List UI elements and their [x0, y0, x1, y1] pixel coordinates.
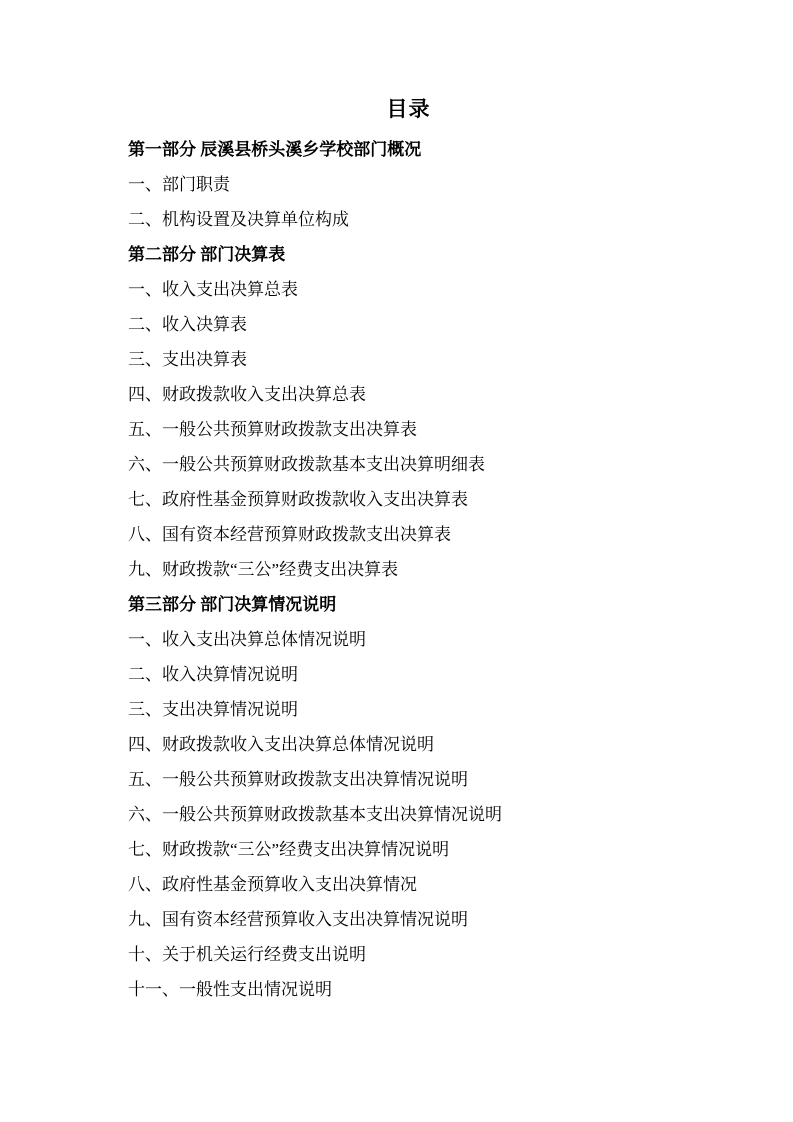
toc-item[interactable]: 六、一般公共预算财政拨款基本支出决算明细表 [128, 455, 485, 475]
toc-item[interactable]: 四、财政拨款收入支出决算总体情况说明 [128, 735, 434, 755]
toc-part-heading[interactable]: 第三部分 部门决算情况说明 [128, 595, 337, 615]
toc-item[interactable]: 五、一般公共预算财政拨款支出决算情况说明 [128, 770, 468, 790]
toc-item[interactable]: 二、收入决算表 [128, 315, 247, 335]
toc-item[interactable]: 九、财政拨款“三公”经费支出决算表 [128, 560, 399, 580]
toc-item[interactable]: 一、收入支出决算总体情况说明 [128, 630, 366, 650]
toc-item[interactable]: 六、一般公共预算财政拨款基本支出决算情况说明 [128, 805, 502, 825]
toc-item[interactable]: 八、国有资本经营预算财政拨款支出决算表 [128, 525, 451, 545]
toc-item[interactable]: 八、政府性基金预算收入支出决算情况 [128, 875, 417, 895]
toc-item[interactable]: 四、财政拨款收入支出决算总表 [128, 385, 366, 405]
toc-part-heading[interactable]: 第一部分 辰溪县桥头溪乡学校部门概况 [128, 140, 422, 160]
toc-item[interactable]: 五、一般公共预算财政拨款支出决算表 [128, 420, 417, 440]
toc-item[interactable]: 七、政府性基金预算财政拨款收入支出决算表 [128, 490, 468, 510]
toc-item[interactable]: 七、财政拨款“三公”经费支出决算情况说明 [128, 840, 450, 860]
toc-item[interactable]: 三、支出决算表 [128, 350, 247, 370]
toc-item[interactable]: 十、关于机关运行经费支出说明 [128, 945, 366, 965]
toc-item[interactable]: 九、国有资本经营预算收入支出决算情况说明 [128, 910, 468, 930]
toc-item[interactable]: 一、收入支出决算总表 [128, 280, 298, 300]
toc-item[interactable]: 一、部门职责 [128, 175, 230, 195]
table-of-contents [128, 141, 689, 998]
toc-item[interactable]: 二、机构设置及决算单位构成 [128, 210, 349, 230]
page-title: 目录 [386, 97, 431, 121]
toc-part-heading[interactable]: 第二部分 部门决算表 [128, 245, 286, 265]
toc-item[interactable]: 三、支出决算情况说明 [128, 700, 298, 720]
toc-item[interactable]: 十一、一般性支出情况说明 [128, 980, 332, 1000]
toc-item[interactable]: 二、收入决算情况说明 [128, 665, 298, 685]
